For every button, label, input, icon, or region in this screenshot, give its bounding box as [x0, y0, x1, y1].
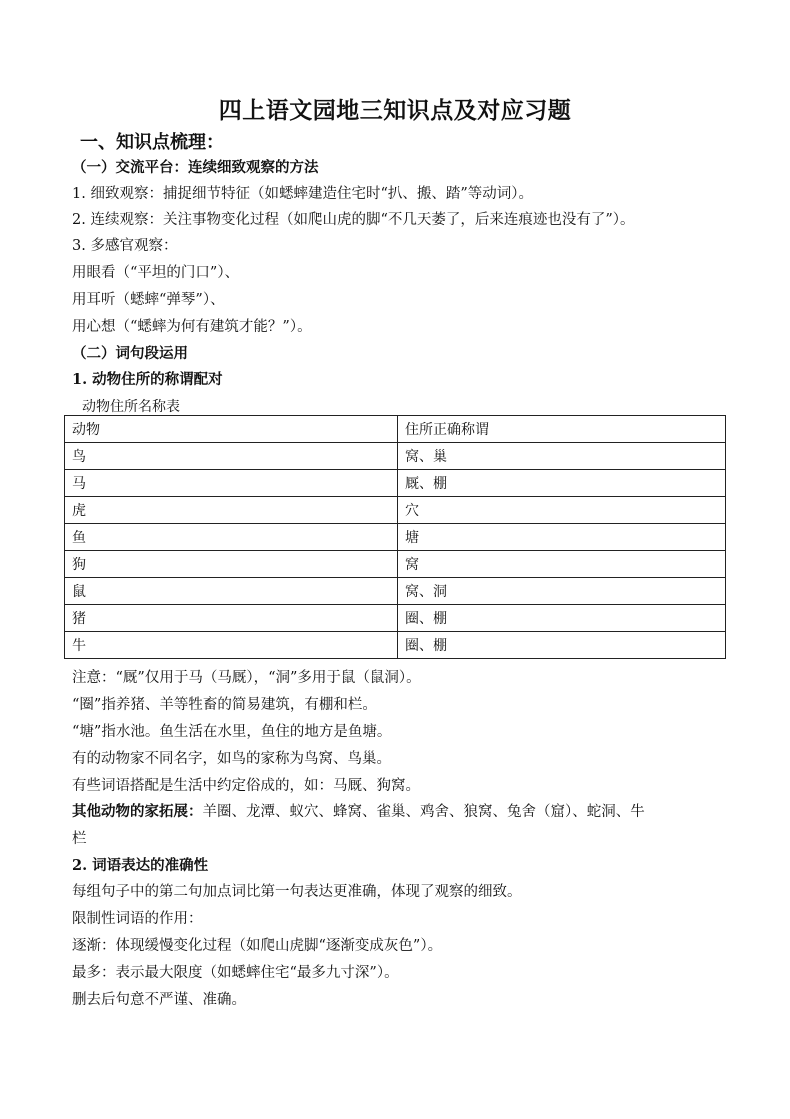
table-row	[65, 470, 726, 497]
table-header: 住所正确称谓	[398, 416, 726, 443]
subheading-word-sentence: （二）词句段运用	[72, 345, 188, 362]
table-row	[65, 524, 726, 551]
table-cell-home: 窝、洞	[398, 578, 726, 605]
table-row	[65, 551, 726, 578]
table-row	[65, 632, 726, 659]
table-cell-home: 窝、巢	[398, 443, 726, 470]
point-detailed-observation: 1. 细致观察：捕捉细节特征（如蟋蟀建造住宅时“扒、搬、踏”等动词）。	[72, 186, 534, 202]
point-use-heart: 用心想（“蟋蟀为何有建筑才能？”）。	[72, 319, 312, 335]
page-title: 四上语文园地三知识点及对应习题	[218, 97, 572, 124]
extension-text: 羊圈、龙潭、蚁穴、蜂窝、雀巢、鸡舍、狼窝、兔舍（窟）、蛇洞、牛	[202, 804, 645, 820]
note-line: 注意：“厩”仅用于马（马厩），“洞”多用于鼠（鼠洞）。	[72, 670, 421, 686]
table-cell-animal: 马	[65, 470, 398, 497]
accuracy-line: 最多：表示最大限度（如蟋蟀住宅“最多九寸深”）。	[72, 965, 399, 981]
table-cell-animal: 狗	[65, 551, 398, 578]
table-row	[65, 578, 726, 605]
animal-home-table	[64, 415, 726, 659]
extension-label: 其他动物的家拓展：	[72, 803, 203, 820]
extension-continuation: 栏	[72, 831, 87, 847]
table-header: 动物	[65, 416, 398, 443]
point-continuous-observation: 2. 连续观察：关注事物变化过程（如爬山虎的脚“不几天萎了，后来连痕迹也没有了”）。	[72, 212, 635, 228]
table-cell-animal: 猪	[65, 605, 398, 632]
table-cell-animal: 虎	[65, 497, 398, 524]
extension-line	[72, 803, 645, 821]
table-cell-animal: 鱼	[65, 524, 398, 551]
table-cell-animal: 鸟	[65, 443, 398, 470]
table-cell-home: 塘	[398, 524, 726, 551]
accuracy-line: 限制性词语的作用：	[72, 911, 203, 927]
accuracy-line: 删去后句意不严谨、准确。	[72, 992, 246, 1008]
table-row	[65, 443, 726, 470]
table-row	[65, 605, 726, 632]
subheading-exchange-platform: （一）交流平台：连续细致观察的方法	[72, 159, 319, 176]
table-header-row	[65, 416, 726, 443]
item-animal-homes: 1. 动物住所的称谓配对	[72, 371, 223, 388]
table-cell-home: 穴	[398, 497, 726, 524]
point-use-ears: 用耳听（蟋蟀“弹琴”）、	[72, 292, 225, 308]
table-cell-home: 圈、棚	[398, 605, 726, 632]
item-word-accuracy: 2. 词语表达的准确性	[72, 857, 209, 874]
table-caption: 动物住所名称表	[82, 399, 180, 415]
table-cell-animal: 牛	[65, 632, 398, 659]
note-line: “塘”指水池。鱼生活在水里，鱼住的地方是鱼塘。	[72, 724, 392, 740]
note-line: 有的动物家不同名字，如鸟的家称为鸟窝、鸟巢。	[72, 751, 391, 767]
accuracy-line: 逐渐：体现缓慢变化过程（如爬山虎脚“逐渐变成灰色”）。	[72, 938, 443, 954]
point-multi-sense-observation: 3. 多感官观察：	[72, 238, 178, 254]
table-cell-home: 厩、棚	[398, 470, 726, 497]
table-cell-home: 圈、棚	[398, 632, 726, 659]
table-cell-home: 窝	[398, 551, 726, 578]
note-line: “圈”指养猪、羊等牲畜的简易建筑，有棚和栏。	[72, 697, 377, 713]
accuracy-line: 每组句子中的第二句加点词比第一句表达更准确，体现了观察的细致。	[72, 884, 522, 900]
point-use-eyes: 用眼看（“平坦的门口”）、	[72, 265, 240, 281]
note-line: 有些词语搭配是生活中约定俗成的，如：马厩、狗窝。	[72, 778, 420, 794]
table-cell-animal: 鼠	[65, 578, 398, 605]
section-heading-knowledge: 一、知识点梳理：	[80, 132, 224, 153]
table-row	[65, 497, 726, 524]
